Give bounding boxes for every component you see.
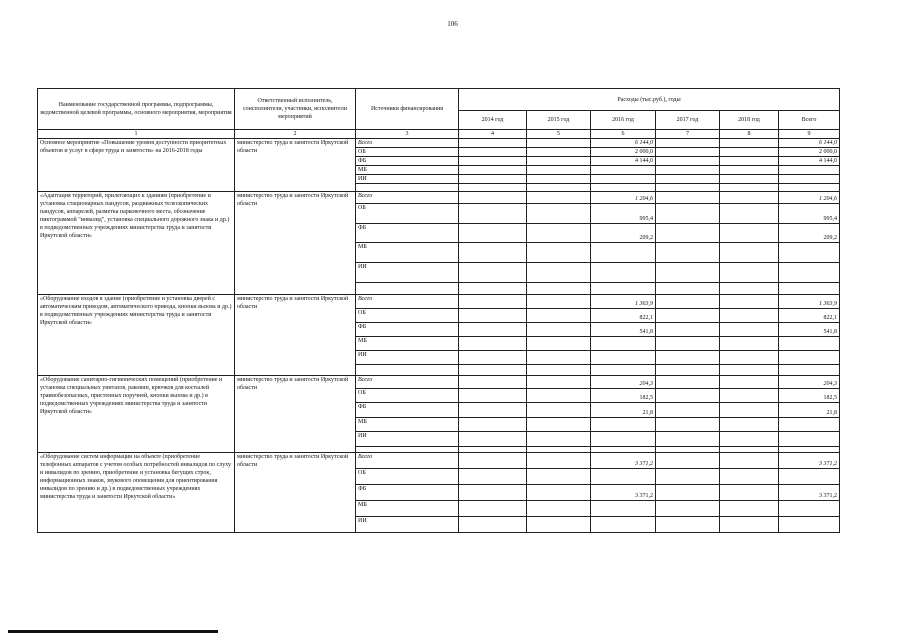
amount-2016: 4 144,0 <box>591 157 656 166</box>
amount-2016 <box>591 263 656 283</box>
footer-rule <box>8 630 218 633</box>
table-row <box>38 139 840 148</box>
amount-cell <box>720 517 779 533</box>
empty-cell <box>779 184 840 192</box>
amount-total: 822,1 <box>779 309 840 323</box>
amount-cell <box>527 469 591 485</box>
measure-name: «Оборудование санитарно-гигиенических помещений (приобретение и установка специальных унитазов, раковин, крючков для костылей травмобезопасных, пристенных поручней, кнопки вызова и др.) в подведомственных учреждениях министерства труда и занятости Иркутской области» <box>38 376 235 453</box>
amount-cell <box>527 418 591 432</box>
amount-cell <box>459 192 527 204</box>
amount-cell <box>656 175 720 184</box>
empty-cell <box>656 283 720 295</box>
amount-cell <box>459 175 527 184</box>
amount-cell <box>527 139 591 148</box>
amount-cell <box>720 376 779 389</box>
measure-executor: министерство труда и занятости Иркутской области <box>235 192 356 295</box>
amount-cell <box>459 243 527 263</box>
measure-name: «Оборудование входов в здание (приобретение и установка дверей с автоматическим приводом, автоматического привода, кнопки вызова и др.) в подведомственных учреждениях министерства труда и занятости Иркутской области» <box>38 295 235 376</box>
amount-2016: 541,8 <box>591 323 656 337</box>
amount-cell <box>527 337 591 351</box>
funding-source: ФБ <box>356 485 459 501</box>
amount-total: 995,4 <box>779 204 840 224</box>
empty-cell <box>527 283 591 295</box>
funding-source: ИИ <box>356 351 459 365</box>
amount-cell <box>720 204 779 224</box>
amount-cell <box>656 166 720 175</box>
empty-cell <box>656 365 720 376</box>
amount-2016: 204,3 <box>591 376 656 389</box>
amount-cell <box>459 166 527 175</box>
amount-cell <box>720 337 779 351</box>
amount-cell <box>527 224 591 243</box>
col-number: 8 <box>720 130 779 139</box>
funding-source: ИИ <box>356 432 459 447</box>
empty-cell <box>779 283 840 295</box>
amount-cell <box>656 295 720 309</box>
amount-cell <box>656 485 720 501</box>
measure-executor: министерство труда и занятости Иркутской области <box>235 376 356 453</box>
funding-source: ФБ <box>356 224 459 243</box>
amount-total: 204,3 <box>779 376 840 389</box>
amount-total <box>779 418 840 432</box>
funding-source: Всего <box>356 453 459 469</box>
amount-cell <box>527 263 591 283</box>
amount-cell <box>459 263 527 283</box>
funding-source: ИИ <box>356 175 459 184</box>
amount-cell <box>459 389 527 403</box>
amount-cell <box>720 148 779 157</box>
funding-source: МБ <box>356 501 459 517</box>
amount-2016: 2 000,0 <box>591 148 656 157</box>
amount-cell <box>656 157 720 166</box>
funding-source: Всего <box>356 295 459 309</box>
funding-source: ОБ <box>356 469 459 485</box>
amount-cell <box>459 309 527 323</box>
table-row <box>38 376 840 389</box>
amount-cell <box>656 192 720 204</box>
empty-cell <box>459 283 527 295</box>
amount-cell <box>459 337 527 351</box>
empty-cell <box>459 184 527 192</box>
amount-cell <box>656 469 720 485</box>
empty-cell <box>356 283 459 295</box>
amount-cell <box>656 453 720 469</box>
amount-2016: 21,8 <box>591 403 656 418</box>
table-header <box>38 89 840 139</box>
amount-cell <box>656 309 720 323</box>
amount-total <box>779 175 840 184</box>
column-number-row <box>38 130 840 139</box>
amount-cell <box>720 469 779 485</box>
amount-2016 <box>591 432 656 447</box>
header-year-2016: 2016 год <box>591 111 656 130</box>
amount-2016 <box>591 243 656 263</box>
amount-2016 <box>591 337 656 351</box>
amount-total <box>779 263 840 283</box>
amount-total <box>779 517 840 533</box>
empty-cell <box>591 184 656 192</box>
amount-cell <box>527 166 591 175</box>
amount-2016: 6 144,0 <box>591 139 656 148</box>
amount-2016: 182,5 <box>591 389 656 403</box>
empty-cell <box>591 283 656 295</box>
amount-cell <box>720 403 779 418</box>
amount-cell <box>459 376 527 389</box>
amount-cell <box>656 517 720 533</box>
header-expenses: Расходы (тыс.руб.), годы <box>459 89 840 111</box>
amount-cell <box>720 243 779 263</box>
amount-cell <box>459 295 527 309</box>
amount-cell <box>459 351 527 365</box>
amount-cell <box>459 485 527 501</box>
amount-cell <box>459 501 527 517</box>
amount-cell <box>527 192 591 204</box>
amount-cell <box>656 263 720 283</box>
header-total: Всего <box>779 111 840 130</box>
amount-cell <box>720 501 779 517</box>
amount-cell <box>527 204 591 224</box>
table-row <box>38 453 840 469</box>
amount-cell <box>527 485 591 501</box>
amount-total: 21,8 <box>779 403 840 418</box>
amount-cell <box>656 351 720 365</box>
empty-cell <box>779 365 840 376</box>
amount-2016 <box>591 166 656 175</box>
amount-cell <box>720 309 779 323</box>
amount-total <box>779 469 840 485</box>
amount-cell <box>527 389 591 403</box>
empty-cell <box>459 365 527 376</box>
amount-cell <box>459 418 527 432</box>
empty-cell <box>720 184 779 192</box>
funding-source: ФБ <box>356 323 459 337</box>
empty-cell <box>356 365 459 376</box>
empty-cell <box>720 365 779 376</box>
amount-cell <box>459 148 527 157</box>
amount-2016: 1 204,6 <box>591 192 656 204</box>
amount-2016: 1 363,9 <box>591 295 656 309</box>
amount-total: 1 363,9 <box>779 295 840 309</box>
amount-cell <box>720 263 779 283</box>
amount-cell <box>459 403 527 418</box>
funding-source: МБ <box>356 166 459 175</box>
amount-cell <box>459 517 527 533</box>
measure-name: «Оборудование систем информации на объекте (приобретение телефонных аппаратов с учетом особых потребностей инвалидов по слуху и инвалидов по зрению, приобретение и установка бегущих строк, информационных знаков, звукового оповещения для ориентирования инвалидов по зрению и др.) в подведомственных учреждениях министерства труда и занятости Иркутской области» <box>38 453 235 533</box>
measure-executor: министерство труда и занятости Иркутской области <box>235 139 356 192</box>
amount-cell <box>720 166 779 175</box>
empty-cell <box>720 283 779 295</box>
amount-total: 1 204,6 <box>779 192 840 204</box>
amount-cell <box>656 389 720 403</box>
col-number: 1 <box>38 130 235 139</box>
amount-total <box>779 337 840 351</box>
amount-2016: 995,4 <box>591 204 656 224</box>
amount-cell <box>656 243 720 263</box>
empty-cell <box>527 184 591 192</box>
amount-total <box>779 166 840 175</box>
header-name: Наименование государственной программы, подпрограммы, ведомственной целевой программы, основного мероприятия, мероприятия <box>38 89 235 130</box>
amount-cell <box>720 418 779 432</box>
amount-cell <box>656 323 720 337</box>
header-source: Источники финансирования <box>356 89 459 130</box>
funding-source: Всего <box>356 376 459 389</box>
amount-cell <box>527 175 591 184</box>
funding-source: ФБ <box>356 403 459 418</box>
amount-cell <box>720 323 779 337</box>
measure-executor: министерство труда и занятости Иркутской области <box>235 453 356 533</box>
amount-cell <box>527 376 591 389</box>
amount-2016: 3 371,2 <box>591 453 656 469</box>
amount-total: 2 000,0 <box>779 148 840 157</box>
amount-cell <box>720 389 779 403</box>
amount-total: 3 371,2 <box>779 453 840 469</box>
amount-cell <box>656 139 720 148</box>
amount-cell <box>459 224 527 243</box>
amount-cell <box>459 204 527 224</box>
amount-2016 <box>591 517 656 533</box>
col-number: 7 <box>656 130 720 139</box>
header-executor: Ответственный исполнитель, соисполнители, участники, исполнители мероприятий <box>235 89 356 130</box>
table-row <box>38 295 840 309</box>
funding-source: ФБ <box>356 157 459 166</box>
funding-source: ОБ <box>356 148 459 157</box>
amount-cell <box>720 432 779 447</box>
amount-cell <box>720 157 779 166</box>
amount-cell <box>459 453 527 469</box>
header-year-2018: 2018 год <box>720 111 779 130</box>
col-number: 9 <box>779 130 840 139</box>
amount-cell <box>527 501 591 517</box>
col-number: 4 <box>459 130 527 139</box>
amount-cell <box>527 309 591 323</box>
amount-2016: 209,2 <box>591 224 656 243</box>
amount-cell <box>527 243 591 263</box>
amount-2016: 3 371,2 <box>591 485 656 501</box>
amount-cell <box>656 376 720 389</box>
amount-total: 3 371,2 <box>779 485 840 501</box>
amount-total: 182,5 <box>779 389 840 403</box>
funding-source: ОБ <box>356 389 459 403</box>
funding-source: ОБ <box>356 204 459 224</box>
amount-cell <box>527 432 591 447</box>
table-row <box>38 192 840 204</box>
empty-cell <box>656 184 720 192</box>
amount-cell <box>527 148 591 157</box>
amount-2016 <box>591 175 656 184</box>
amount-cell <box>527 295 591 309</box>
amount-cell <box>656 148 720 157</box>
empty-cell <box>527 365 591 376</box>
amount-cell <box>459 157 527 166</box>
amount-cell <box>527 453 591 469</box>
amount-cell <box>656 418 720 432</box>
funding-source: МБ <box>356 243 459 263</box>
amount-cell <box>656 337 720 351</box>
empty-cell <box>591 365 656 376</box>
amount-cell <box>459 323 527 337</box>
amount-2016 <box>591 469 656 485</box>
header-year-2014: 2014 год <box>459 111 527 130</box>
amount-cell <box>527 403 591 418</box>
col-number: 5 <box>527 130 591 139</box>
amount-cell <box>527 157 591 166</box>
measure-name: «Адаптация территорий, прилегающих к зданиям (приобретение и установка стационарных пандусов, раздвижных телескопических пандусов, аппарелей, разметка парковочного места, обозначение пиктограммой "инвалид", установка специального дорожного знака и др.) в подведомственных учреждениях министерства труда и занятости Иркутской области» <box>38 192 235 295</box>
amount-cell <box>656 432 720 447</box>
amount-cell <box>527 517 591 533</box>
amount-cell <box>527 323 591 337</box>
funding-source: ИИ <box>356 517 459 533</box>
amount-cell <box>720 175 779 184</box>
amount-total: 6 144,0 <box>779 139 840 148</box>
amount-cell <box>656 403 720 418</box>
funding-source: МБ <box>356 418 459 432</box>
funding-source: Всего <box>356 192 459 204</box>
amount-total: 4 144,0 <box>779 157 840 166</box>
amount-2016 <box>591 501 656 517</box>
amount-total <box>779 243 840 263</box>
amount-cell <box>459 432 527 447</box>
amount-cell <box>720 295 779 309</box>
funding-source: МБ <box>356 337 459 351</box>
header-year-2015: 2015 год <box>527 111 591 130</box>
header-year-2017: 2017 год <box>656 111 720 130</box>
col-number: 2 <box>235 130 356 139</box>
amount-2016: 822,1 <box>591 309 656 323</box>
measure-name: Основное мероприятие «Повышение уровня доступности приоритетных объектов и услуг в сфере труда и занятости» на 2016-2018 годы <box>38 139 235 192</box>
amount-cell <box>656 204 720 224</box>
amount-cell <box>720 485 779 501</box>
col-number: 6 <box>591 130 656 139</box>
funding-source: Всего <box>356 139 459 148</box>
amount-cell <box>656 224 720 243</box>
funding-source: ИИ <box>356 263 459 283</box>
amount-cell <box>720 453 779 469</box>
amount-total <box>779 432 840 447</box>
amount-total <box>779 351 840 365</box>
amount-2016 <box>591 418 656 432</box>
amount-cell <box>720 224 779 243</box>
table-body <box>38 139 840 533</box>
amount-2016 <box>591 351 656 365</box>
amount-cell <box>720 192 779 204</box>
amount-cell <box>459 139 527 148</box>
funding-source: ОБ <box>356 309 459 323</box>
amount-total <box>779 501 840 517</box>
amount-total: 209,2 <box>779 224 840 243</box>
amount-cell <box>656 501 720 517</box>
amount-cell <box>527 351 591 365</box>
amount-cell <box>459 469 527 485</box>
amount-cell <box>720 351 779 365</box>
col-number: 3 <box>356 130 459 139</box>
amount-total: 541,8 <box>779 323 840 337</box>
measure-executor: министерство труда и занятости Иркутской области <box>235 295 356 376</box>
amount-cell <box>720 139 779 148</box>
budget-table <box>37 88 840 533</box>
empty-cell <box>356 184 459 192</box>
page-number: 106 <box>447 20 458 28</box>
